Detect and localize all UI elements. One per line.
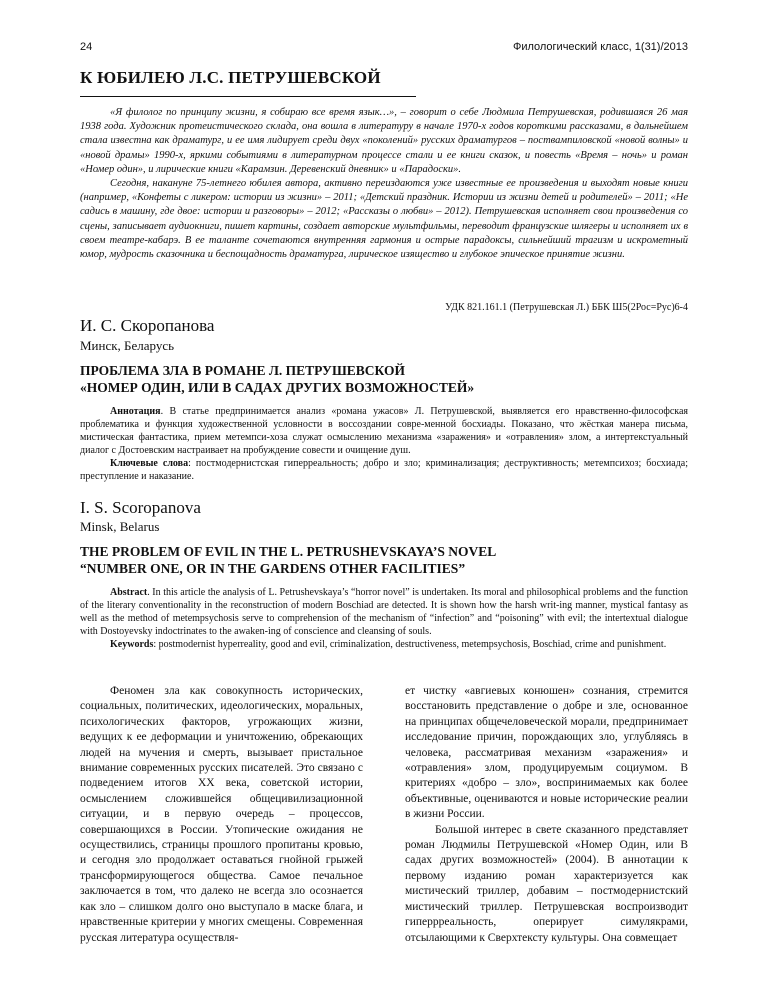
body-column-left [80,684,363,946]
abstract-text-en: . In this article the analysis of L. Petrushevskaya’s “horror novel” is undertaken. Its moral and philosophical problems and the function of the literary conventionality in the reconstruction of modern Boschiad are detected. It is shown how the harsh writ-ing manner, mystical fantasy as well as the method of metempsychosis serve to comprehension of the mechanism of “infection” and “poisoning” with evil; the intertextual dialogue with Dostoyevsky indoctrinates to the awaken-ing of conscience and cleansing of souls. [80,587,688,637]
article-title-ru-line2: «НОМЕР ОДИН, ИЛИ В САДАХ ДРУГИХ ВОЗМОЖНОСТЕЙ» [80,380,475,395]
section-title-underline [80,96,416,97]
abstract-en [80,586,688,651]
jubilee-preface [80,106,688,262]
keywords-label-en: Keywords [110,639,154,650]
abstract-text-ru: . В статье предпринимается анализ «романа ужасов» Л. Петрушевской, выявляется его нравственно-философская проблематика и функция художественной условности в воссоздании совре-менной босхиады. Показано, что жёсткая манера письма, мистическая фантастика, прием метемпси-хоза служат осмыслению механизма «заражения» и «отравления» злом, а интертекстуальный диалог с Достоевским настраивает на пробуждение совести и очищение душ. [80,406,688,456]
preface-paragraph: «Я филолог по принципу жизни, я собираю все время язык…», – говорит о себе Людмила Петрушевская, родившаяся 26 мая 1938 года. Художник протеистического склада, она вошла в литературу в начале 1970-х годов короткими рассказами, в дальнейшем стала известна как драматург, и ее имя лидирует среди двух «поколений» русских драматургов – поствампиловской «новой волны» и «новой драмы» 1990-х, яркими событиями в литературном процессе стали и ее книги сказок, и повесть «Время – ночь» и роман «Номер один», и лирические книги «Карамзин. Деревенский дневник» и «Парадоски». [80,107,688,175]
abstract-label-ru: Аннотация [110,406,161,417]
page-number: 24 [80,41,93,53]
section-title: К ЮБИЛЕЮ Л.С. ПЕТРУШЕВСКОЙ [80,68,381,87]
article-title-en-line1: THE PROBLEM OF EVIL IN THE L. PETRUSHEVSKAYA’S NOVEL [80,544,497,559]
keywords-text-en: : postmodernist hyperreality, good and evil, criminalization, destructiveness, metempsychosis, Boschiad, crime and punishment. [153,639,667,650]
body-paragraph: Большой интерес в свете сказанного представляет роман Людмилы Петрушевской «Номер Один, или В садах других возможностей» (2004). В аннотации к первому изданию роман характеризуется как мистический триллер, добавим – постмодернистский мистический триллер. Петрушевская воспроизводит гиперрреальность, оперирует симулякрами, отсылающими к Сверхтексту культуры. Она совмещает [405,823,688,944]
body-paragraph: Феномен зла как совокупность исторических, социальных, политических, идеологических, моральных, психологических факторов, угрожающих жизни, ведущих к ее деформации и уничтожению, обрекающих людей на мучения и смерть, вызывает пристальное внимание современных русских писателей. Это связано с подведением итогов XX века, советской истории, осмыслением сложившейся общецивилизационной ситуации, и в первую очередь – процессов, совершающихся в России. Утопические ожидания не осуществились, страницы прошлого пропитаны кровью, и сегодня зло продолжает оставаться гнойной грыжей трансформирующегося общества. Самое печальное заключается в том, что далеко не всегда зло осознается как зло – слишком долго оно выступало в маске блага, и нравственные критерии у многих смещены. Современная русская литература осуществля- [80,685,363,944]
journal-running-header: Филологический класс, 1(31)/2013 [512,41,688,53]
author-name-ru: И. С. Скоропанова [80,316,215,335]
udk-classification: УДК 821.161.1 (Петрушевская Л.) ББК Ш5(2Рос=Рус)6-4 [445,302,688,313]
author-city-ru: Минск, Беларусь [80,338,175,353]
body-paragraph: ет чистку «авгиевых конюшен» сознания, стремится восстановить представление о добре и зле, основанное на принципах общечеловеческой морали, предпринимает исследование причин, порождающих зло, углубляясь в человека, рассматривая механизм «заражения» и «отравления» злом, продуцируемым социумом. В критериях «добро – зло», воспринимаемых как более объективные, оцениваются и новые исторические реалии в жизни России. [405,685,688,821]
article-title-en [80,543,680,577]
abstract-label-en: Abstract [110,587,148,598]
article-title-en-line2: “NUMBER ONE, OR IN THE GARDENS OTHER FACILITIES” [80,561,466,576]
body-column-right [405,684,688,946]
author-name-en: I. S. Scoropanova [80,498,201,517]
author-city-en: Minsk, Belarus [80,519,160,534]
article-title-ru [80,362,680,396]
preface-paragraph: Сегодня, накануне 75-летнего юбилея автора, активно переиздаются уже известные ее произведения и выходят новые книги (например, «Конфеты с ликером: истории из жизни» – 2011; «Детский праздник. Истории из жизни детей и родителей» – 2011; «Не садись в машину, где двое: истории и разговоры» – 2012; «Рассказы о любви» – 2012). Петрушевская исполняет свои произведения со сцены, записывает аудиокниги, пишет картины, создает авторские мультфильмы, переводит французские шлягеры и исполняет их в своем театре-кабарэ. В ее таланте сочетаются внутренняя гармония и острые парадоксы, сильнейший трагизм и искрометный юмор, мудрость сказочника и беспощадность драматурга, лирическое изящество и глубокое эпическое принятие жизни. [80,178,688,261]
keywords-label-ru: Ключевые слова [110,458,189,469]
abstract-ru [80,405,688,483]
keywords-text-ru: : постмодернистская гиперреальность; добро и зло; криминализация; деструктивность; метемпсихоз; босхиада; преступление и наказание. [80,458,688,482]
article-title-ru-line1: ПРОБЛЕМА ЗЛА В РОМАНЕ Л. ПЕТРУШЕВСКОЙ [80,363,405,378]
